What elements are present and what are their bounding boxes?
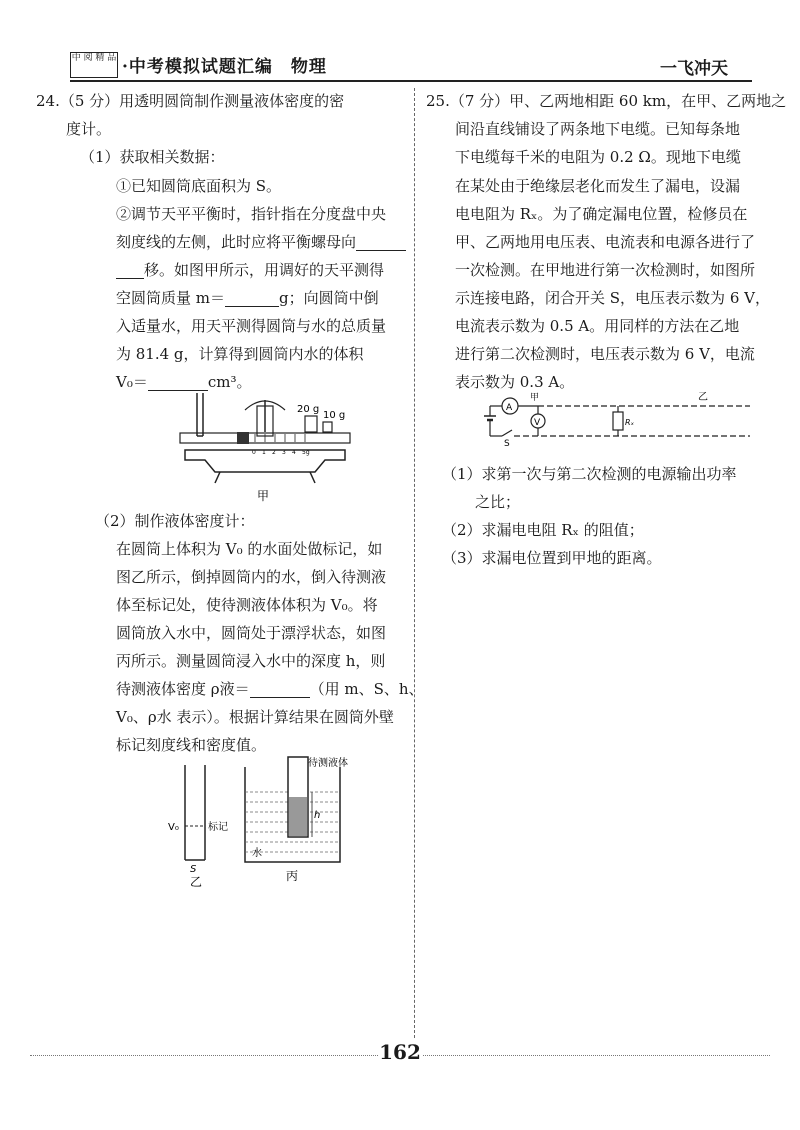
q24-text: cm³。 — [207, 373, 252, 391]
balance-figure — [175, 388, 375, 508]
q24-line: （1）获取相关数据： — [80, 148, 225, 166]
q25-line: 间沿直线铺设了两条地下电缆。已知每条地 — [455, 120, 741, 138]
q24-text: 待测液体密度 ρ液＝ — [116, 680, 250, 698]
liquid-label: 待测液体 — [308, 758, 348, 769]
q24-text: （用 m、S、h、 — [309, 680, 424, 698]
page-header-title: ·中考模拟试题汇编 物理 — [122, 57, 327, 77]
q24-line — [116, 290, 379, 307]
ammeter-label: A — [506, 403, 513, 413]
q24-line: （2）制作液体密度计： — [95, 512, 255, 530]
q25-sub: （2）求漏电电阻 Rₓ 的阻值； — [442, 521, 644, 539]
scale-tick: 2 — [272, 449, 276, 456]
q24-text: g；向圆筒中倒 — [279, 289, 379, 307]
q24-text: V₀＝ — [116, 373, 148, 391]
q25-sub: 之比； — [475, 493, 521, 511]
q24-line: 为 81.4 g，计算得到圆筒内水的体积 — [116, 345, 364, 363]
location-yi-label: 乙 — [698, 392, 708, 403]
q24-line: 在圆筒上体积为 V₀ 的水面处做标记，如 — [116, 540, 383, 558]
cylinder-figure-yi — [160, 760, 230, 890]
header-divider — [70, 80, 752, 82]
weight-label: 10 g — [323, 410, 346, 421]
answer-blank-mass[interactable] — [225, 292, 279, 307]
q25-line: 一次检测。在甲地进行第一次检测时，如图所 — [455, 261, 756, 279]
q24-line: 标记刻度线和密度值。 — [116, 736, 267, 754]
q24-text: 空圆筒质量 m＝ — [116, 289, 225, 307]
scale-tick: 1 — [262, 449, 266, 456]
water-label: 水 — [252, 848, 262, 859]
q24-line: V₀、ρ水 表示）。根据计算结果在圆筒外壁 — [116, 708, 394, 726]
q25-line: 在某处由于绝缘层老化而发生了漏电，设漏 — [455, 177, 741, 195]
location-jia-label: 甲 — [530, 393, 540, 403]
q24-line — [116, 681, 424, 698]
q24-line: 入适量水，用天平测得圆筒与水的总质量 — [116, 317, 387, 335]
q24-line: 丙所示。测量圆筒浸入水中的深度 h，则 — [116, 652, 386, 670]
scale-tick: 0 — [252, 449, 256, 456]
q24-line: 度计。 — [66, 120, 112, 138]
beaker-figure-bing — [240, 752, 350, 892]
scale-tick: 3 — [282, 449, 286, 456]
scale-tick: 4 — [292, 449, 296, 456]
logo-text: 中 阅 精 品 — [71, 53, 117, 63]
figure-caption-bing: 丙 — [286, 869, 299, 883]
figure-caption-yi: 乙 — [190, 875, 203, 889]
q25-sub: （3）求漏电位置到甲地的距离。 — [442, 549, 662, 567]
brand-name: 一飞冲天 — [660, 59, 728, 79]
rx-label: Rₓ — [625, 418, 635, 427]
q24-line: ②调节天平平衡时，指针指在分度盘中央 — [116, 205, 387, 223]
q24-text: 移。如图甲所示，用调好的天平测得 — [144, 261, 385, 279]
mark-label: 标记 — [208, 822, 228, 833]
q24-text: 刻度线的左侧，此时应将平衡螺母向 — [116, 233, 357, 251]
q25-line: 电电阻为 Rₓ。为了确定漏电位置，检修员在 — [455, 205, 748, 223]
q24-line — [116, 234, 406, 251]
column-divider — [414, 88, 415, 1048]
area-label: S — [190, 864, 197, 875]
answer-blank-density[interactable] — [250, 683, 310, 698]
depth-label: h — [314, 810, 321, 821]
q24-line: 圆筒放入水中，圆筒处于漂浮状态，如图 — [116, 624, 387, 642]
q25-line: 25.（7 分）甲、乙两地相距 60 km，在甲、乙两地之 — [426, 92, 787, 110]
answer-blank-direction[interactable] — [356, 236, 406, 251]
page-number: 162 — [379, 1040, 421, 1064]
figure-caption-jia: 甲 — [257, 489, 270, 503]
q25-line: 进行第二次检测时，电压表示数为 6 V，电流 — [455, 345, 755, 363]
q24-line: 体至标记处，使待测液体体积为 V₀。将 — [116, 596, 378, 614]
q25-line: 下电缆每千米的电阻为 0.2 Ω。现地下电缆 — [455, 148, 741, 166]
voltmeter-label: V — [534, 418, 541, 428]
q25-line: 表示数为 0.3 A。 — [455, 373, 575, 391]
answer-blank-direction-cont[interactable] — [116, 264, 144, 279]
v0-label: V₀ — [168, 822, 179, 833]
q24-line: 24.（5 分）用透明圆筒制作测量液体密度的密 — [36, 92, 345, 110]
weight-label: 20 g — [297, 404, 320, 415]
q25-line: 甲、乙两地用电压表、电流表和电源各进行了 — [455, 233, 756, 251]
q25-sub: （1）求第一次与第二次检测的电源输出功率 — [442, 465, 737, 483]
switch-label: S — [504, 439, 510, 448]
q24-line: 图乙所示，倒掉圆筒内的水，倒入待测液 — [116, 568, 387, 586]
scale-tick: 5g — [302, 449, 310, 456]
publisher-logo — [70, 52, 118, 78]
circuit-diagram — [480, 388, 760, 448]
q24-line — [116, 262, 384, 279]
q25-line: 电流表示数为 0.5 A。用同样的方法在乙地 — [455, 317, 740, 335]
q25-line: 示连接电路，闭合开关 S，电压表示数为 6 V， — [455, 289, 770, 307]
q24-line: ①已知圆筒底面积为 S。 — [116, 177, 282, 195]
